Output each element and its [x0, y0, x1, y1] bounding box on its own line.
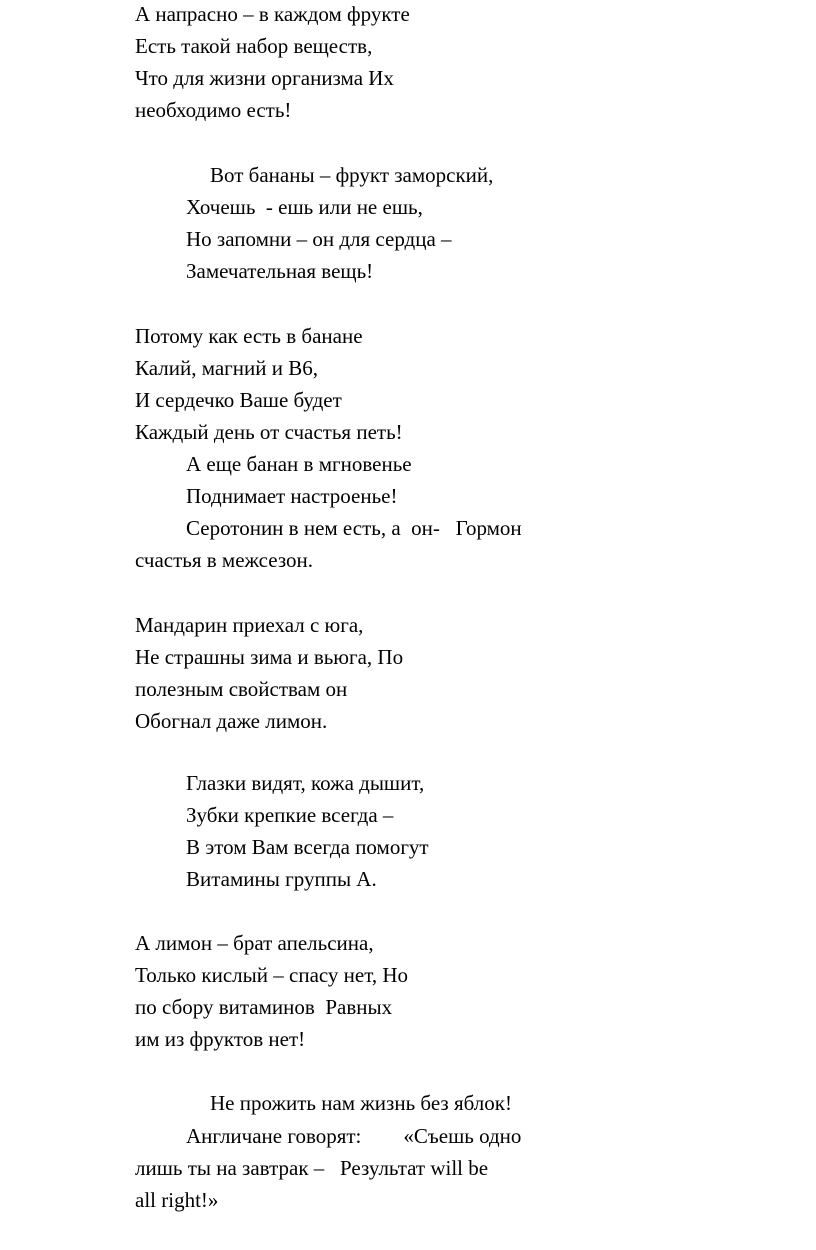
poem-line: И сердечко Ваше будет: [135, 388, 342, 412]
poem-line: Не страшны зима и вьюга, По: [135, 645, 404, 669]
poem-line: Только кислый – спасу нет, Но: [135, 963, 408, 987]
poem-line: им из фруктов нет!: [135, 1027, 306, 1051]
poem-line: Каждый день от счастья петь!: [135, 420, 403, 444]
poem-line: Есть такой набор веществ,: [135, 34, 373, 58]
poem-line: Англичане говорят: «Съешь одно: [186, 1124, 522, 1148]
poem-line: А еще банан в мгновенье: [186, 452, 412, 476]
poem-line: Поднимает настроенье!: [186, 484, 398, 508]
poem-line: лишь ты на завтрак – Результат will be: [135, 1156, 489, 1180]
poem-line: Глазки видят, кожа дышит,: [186, 771, 425, 795]
poem-line: Не прожить нам жизнь без яблок!: [210, 1091, 512, 1115]
poem-line: Мандарин приехал с юга,: [135, 613, 364, 637]
poem-line: А напрасно – в каждом фрукте: [135, 2, 410, 26]
poem-line: Серотонин в нем есть, а он- Гормон: [186, 516, 522, 540]
poem-line: Калий, магний и В6,: [135, 356, 318, 380]
poem-line: Хочешь - ешь или не ешь,: [186, 195, 423, 219]
poem-line: Витамины группы А.: [186, 867, 377, 891]
poem-line: В этом Вам всегда помогут: [186, 835, 429, 859]
poem-line: необходимо есть!: [135, 98, 292, 122]
poem-line: полезным свойствам он: [135, 677, 348, 701]
poem-line: Вот бананы – фрукт заморский,: [210, 163, 494, 187]
poem-line: Замечательная вещь!: [186, 259, 374, 283]
poem-line: Зубки крепкие всегда –: [186, 803, 394, 827]
poem-line: счастья в межсезон.: [135, 548, 313, 572]
poem-line: Потому как есть в банане: [135, 324, 363, 348]
poem-line: all right!»: [135, 1188, 219, 1212]
poem-line: Обогнал даже лимон.: [135, 709, 328, 733]
poem-line: по сбору витаминов Равных: [135, 995, 393, 1019]
poem-line: Что для жизни организма Их: [135, 66, 394, 90]
poem-line: Но запомни – он для сердца –: [186, 227, 452, 251]
poem-line: А лимон – брат апельсина,: [135, 931, 374, 955]
